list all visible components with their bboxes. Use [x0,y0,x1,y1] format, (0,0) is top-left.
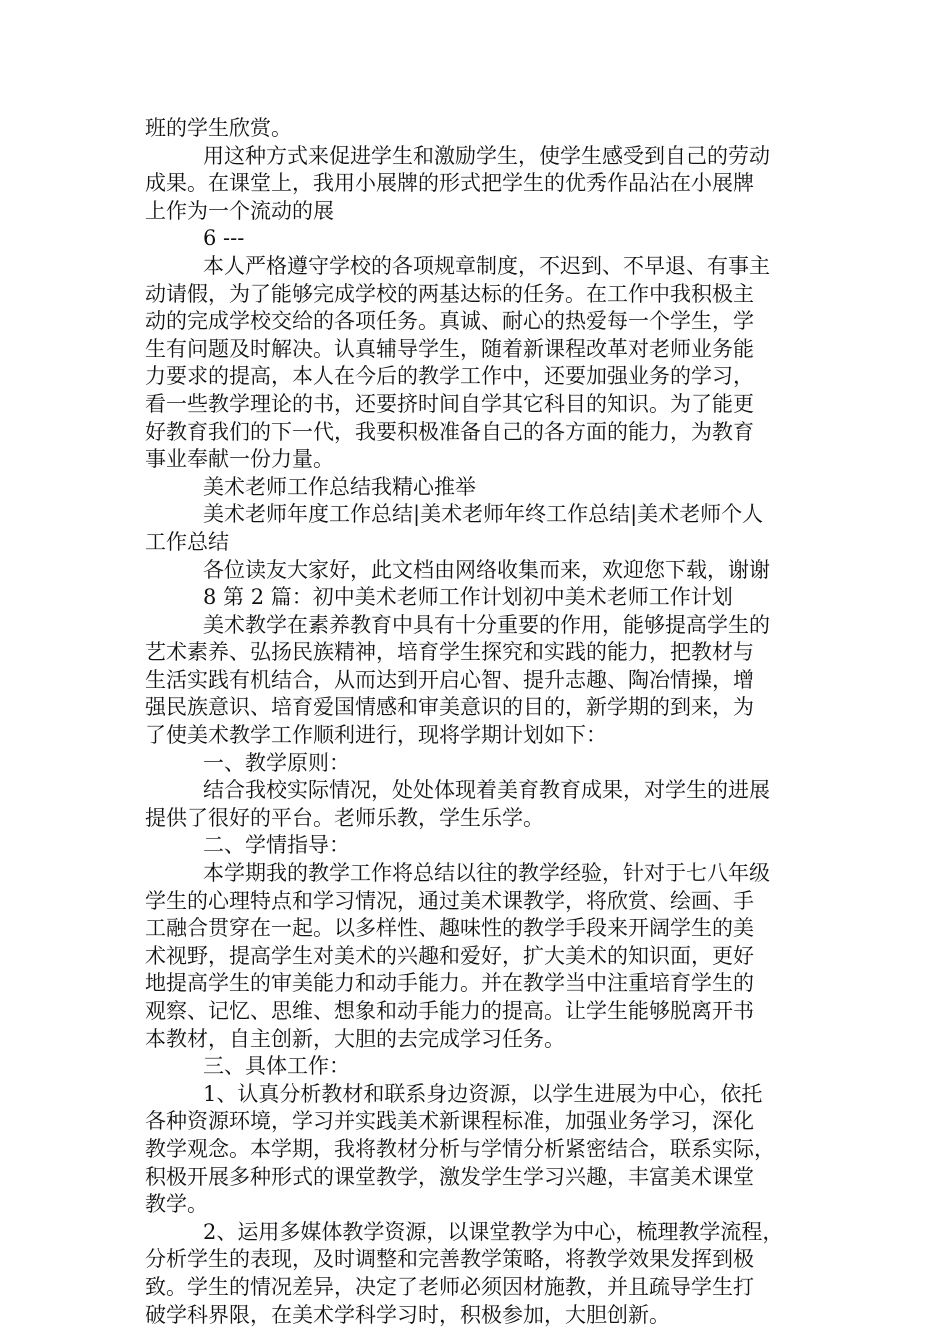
text-line: 本教材，自主创新，大胆的去完成学习任务。 [145,1026,565,1051]
text-line: 好教育我们的下一代，我要积极准备自己的各方面的能力，为教育 [145,419,754,444]
subsection-heading: 二、学情指导： [203,833,350,858]
text-line: 生有问题及时解决。认真辅导学生，随着新课程改革对老师业务能 [145,336,754,361]
text-line: 看一些教学理论的书，还要挤时间自学其它科目的知识。为了能更 [145,391,754,416]
paragraph-first-line: 2、运用多媒体教学资源，以课堂教学为中心，梳理教学流程， [203,1219,784,1244]
text-line: 学生的心理特点和学习情况，通过美术课教学，将欣赏、绘画、手 [145,888,754,913]
page-marker: 6 --- [203,226,245,251]
section-heading: 美术老师工作总结我精心推举 [203,474,476,499]
notice-line: 各位读友大家好，此文档由网络收集而来，欢迎您下载，谢谢 [203,557,770,582]
text-line: 强民族意识、培育爱国情感和审美意识的目的，新学期的到来，为 [145,695,754,720]
related-links-line: 美术老师年度工作总结|美术老师年终工作总结|美术老师个人 [203,502,764,527]
text-line: 了使美术教学工作顺利进行，现将学期计划如下： [145,723,607,748]
text-line: 术视野，提高学生对美术的兴趣和爱好，扩大美术的知识面，更好 [145,943,754,968]
text-line: 工融合贯穿在一起。以多样性、趣味性的教学手段来开阔学生的美 [145,916,754,941]
paragraph-first-line: 本学期我的教学工作将总结以往的教学经验，针对于七八年级 [203,861,770,886]
text-line: 工作总结 [145,529,229,554]
text-line: 分析学生的表现，及时调整和完善教学策略，将教学效果发挥到极 [145,1247,754,1272]
text-line: 成果。在课堂上，我用小展牌的形式把学生的优秀作品沾在小展牌 [145,171,754,196]
text-line: 动的完成学校交给的各项任务。真诚、耐心的热爱每一个学生，学 [145,309,754,334]
paragraph-first-line: 结合我校实际情况，处处体现着美育教育成果，对学生的进展 [203,778,770,803]
text-line: 艺术素养、弘扬民族精神，培育学生探究和实践的能力，把教材与 [145,640,754,665]
text-line: 教学观念。本学期，我将教材分析与学情分析紧密结合，联系实际， [145,1136,775,1161]
subsection-heading: 三、具体工作： [203,1054,350,1079]
text-line: 事业奉献一份力量。 [145,447,334,472]
text-line: 积极开展多种形式的课堂教学，激发学生学习兴趣，丰富美术课堂 [145,1164,754,1189]
text-line: 观察、记忆、思维、想象和动手能力的提高。让学生能够脱离开书 [145,999,754,1023]
text-line: 教学。 [145,1192,208,1217]
text-line: 各种资源环境，学习并实践美术新课程标准，加强业务学习，深化 [145,1109,754,1134]
subsection-heading: 一、教学原则： [203,750,350,775]
paragraph-first-line: 本人严格遵守学校的各项规章制度，不迟到、不早退、有事主 [203,253,770,278]
article-title: 8 第 2 篇：初中美术老师工作计划初中美术老师工作计划 [203,585,733,610]
text-line: 地提高学生的审美能力和动手能力。并在教学当中注重培育学生的 [145,971,754,996]
text-line: 动请假，为了能够完成学校的两基达标的任务。在工作中我积极主 [145,281,754,306]
text-line: 上作为一个流动的展 [145,198,334,223]
text-line: 致。学生的情况差异，决定了老师必须因材施教，并且疏导学生打 [145,1274,754,1299]
paragraph-first-line: 用这种方式来促进学生和激励学生，使学生感受到自己的劳动 [203,143,770,168]
text-line: 班的学生欣赏。 [145,116,292,140]
paragraph-first-line: 美术教学在素养教育中具有十分重要的作用，能够提高学生的 [203,612,770,637]
paragraph-first-line: 1、认真分析教材和联系身边资源，以学生进展为中心，依托 [203,1081,763,1106]
text-line: 生活实践有机结合，从而达到开启心智、提升志趣、陶冶情操，增 [145,667,754,692]
text-line: 破学科界限，在美术学科学习时，积极参加，大胆创新。 [145,1302,670,1327]
text-line: 提供了很好的平台。老师乐教，学生乐学。 [145,805,544,830]
text-line: 力要求的提高，本人在今后的教学工作中，还要加强业务的学习， [145,364,754,389]
document-page [145,115,810,1329]
